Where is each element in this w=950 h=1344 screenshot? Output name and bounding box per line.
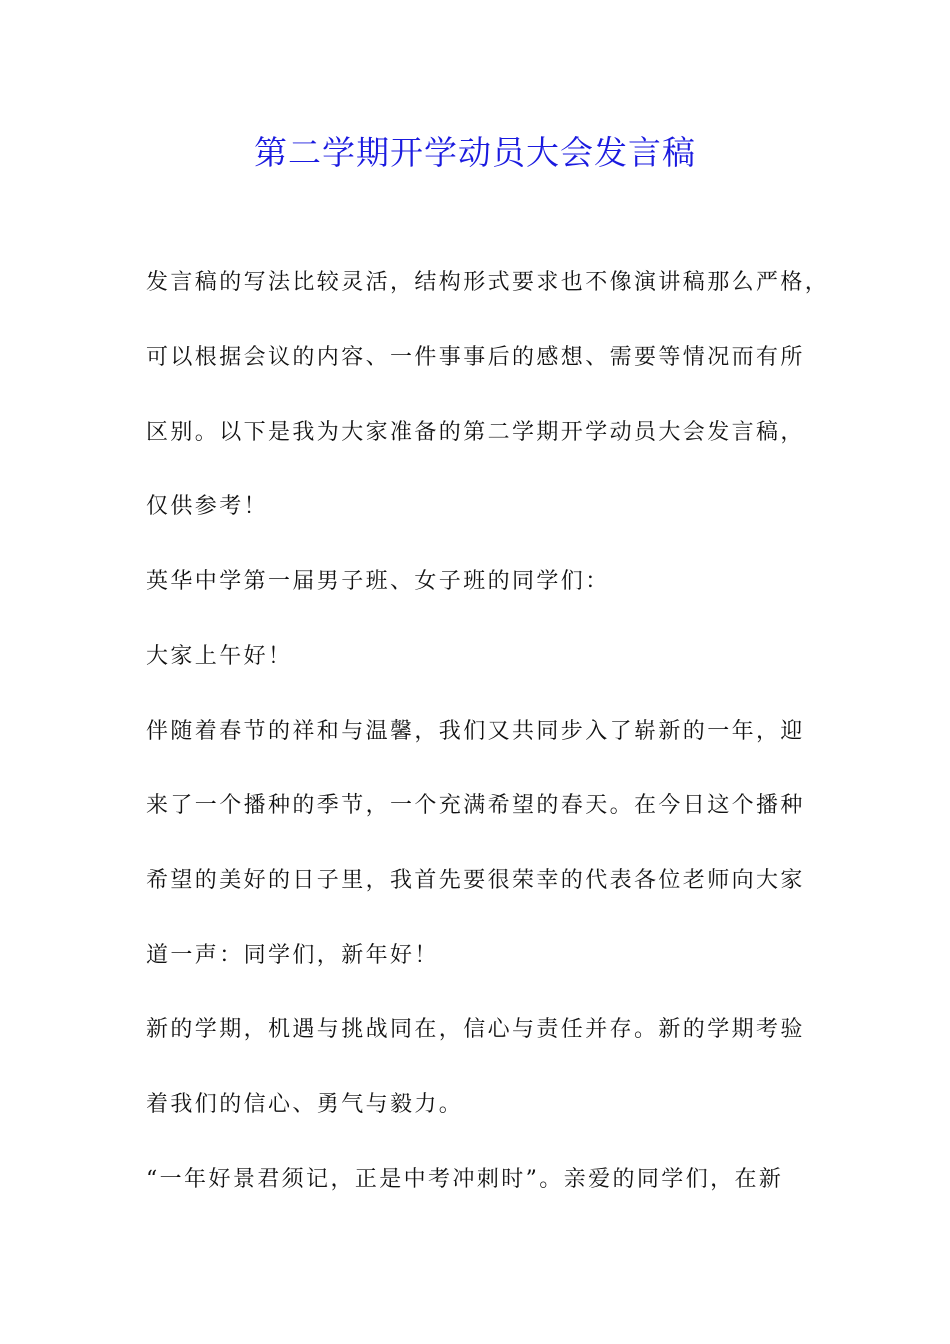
body-line-12: 着我们的信心、勇气与毅力。	[146, 1092, 464, 1117]
body-line-8: 来了一个播种的季节，一个充满希望的春天。在今日这个播种	[146, 793, 805, 818]
body-line-13: “一年好景君须记，正是中考冲刺时”。亲爱的同学们，在新	[146, 1167, 784, 1192]
body-line-2: 可以根据会议的内容、一件事事后的感想、需要等情况而有所	[146, 345, 805, 370]
body-line-5: 英华中学第一届男子班、女子班的同学们：	[146, 569, 610, 594]
body-line-6: 大家上午好！	[146, 644, 293, 669]
body-line-4: 仅供参考！	[146, 494, 269, 519]
body-line-9: 希望的美好的日子里，我首先要很荣幸的代表各位老师向大家	[146, 868, 805, 893]
body-line-3: 区别。以下是我为大家准备的第二学期开学动员大会发言稿，	[146, 420, 805, 445]
body-line-10: 道一声：同学们，新年好！	[146, 943, 439, 968]
body-line-1: 发言稿的写法比较灵活，结构形式要求也不像演讲稿那么严格，	[146, 270, 830, 295]
body-line-7: 伴随着春节的祥和与温馨，我们又共同步入了崭新的一年，迎	[146, 719, 805, 744]
document-title: 第二学期开学动员大会发言稿	[254, 133, 696, 172]
body-line-11: 新的学期，机遇与挑战同在，信心与责任并存。新的学期考验	[146, 1017, 805, 1042]
